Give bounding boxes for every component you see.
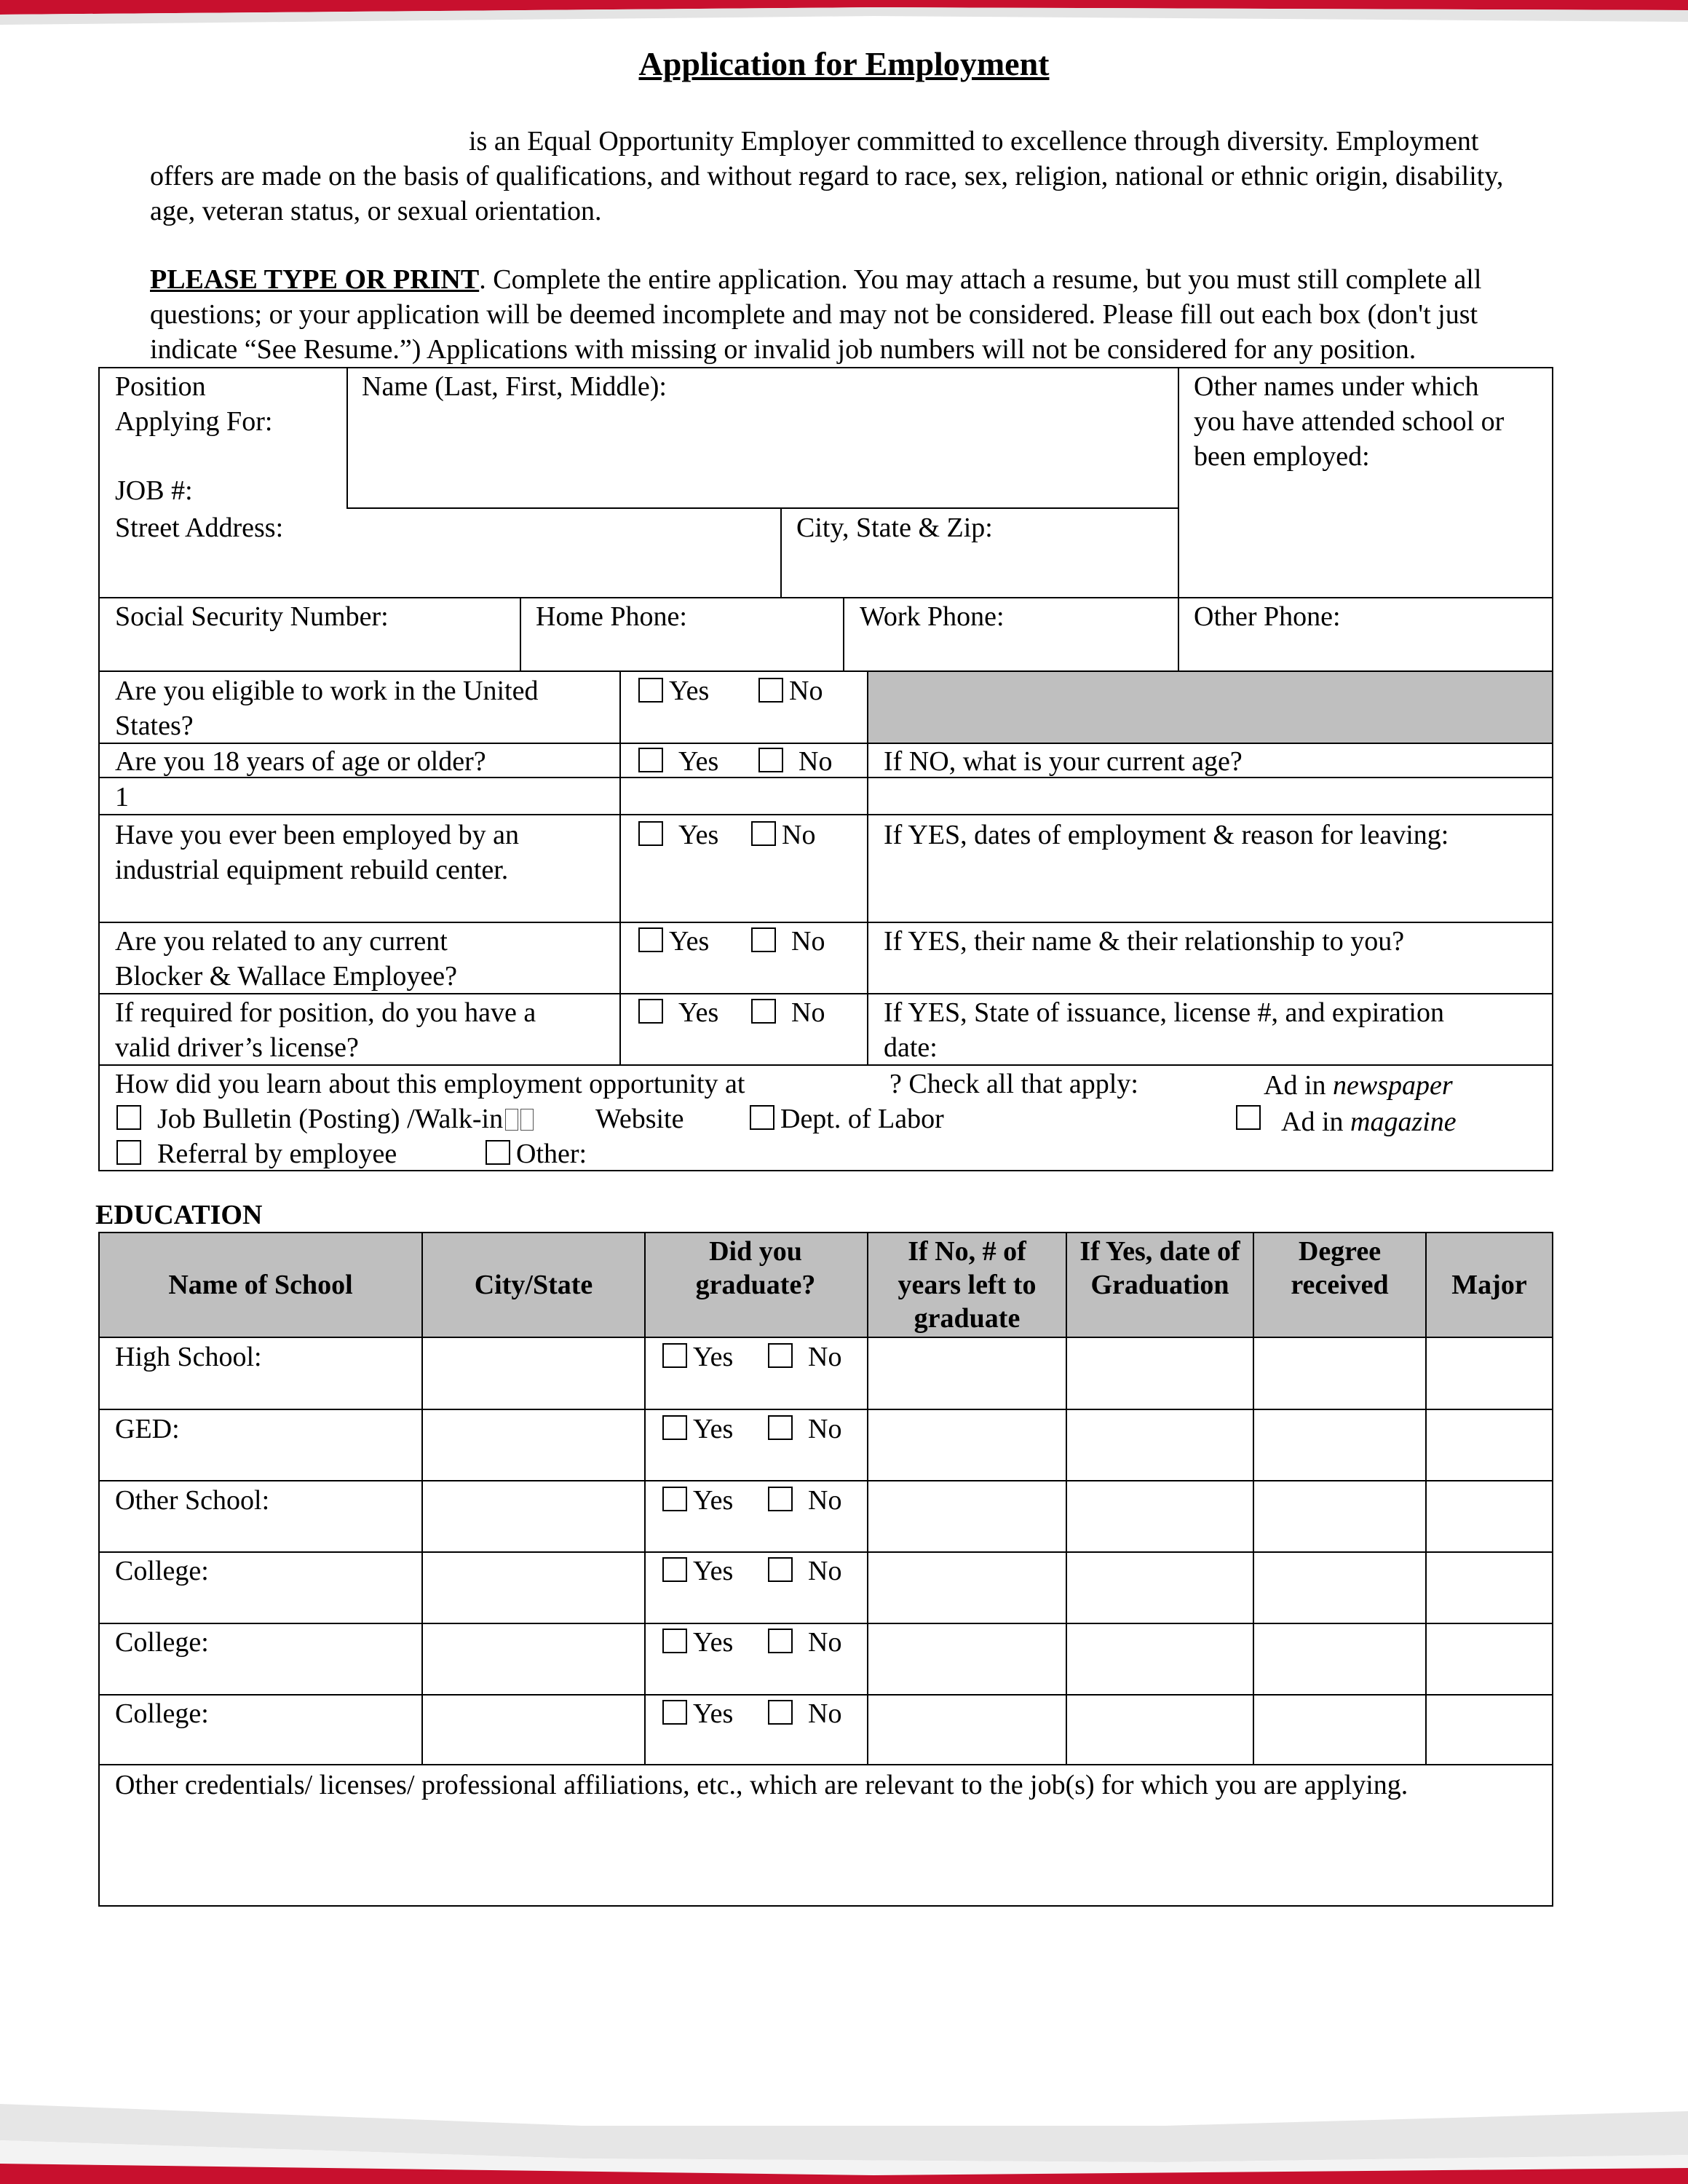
- eligible-yes-checkbox[interactable]: [638, 678, 663, 703]
- source-question: How did you learn about this employment opportunity at: [115, 1069, 745, 1099]
- employed-yes-label: Yes: [678, 820, 719, 850]
- eligible-question-line2: States?: [115, 711, 194, 741]
- edu-no-label: No: [808, 1698, 842, 1729]
- glyph-box-icon: [505, 1109, 518, 1131]
- referral-label: Referral by employee: [157, 1139, 397, 1169]
- ad-magazine-label: Ad in magazine: [1281, 1107, 1457, 1137]
- edu-college-2-yes-checkbox[interactable]: [662, 1629, 687, 1653]
- related-question-line2: Blocker & Wallace Employee?: [115, 961, 457, 992]
- job-bulletin-checkbox[interactable]: [116, 1105, 141, 1130]
- license-question-line2: valid driver’s license?: [115, 1032, 359, 1063]
- edu-no-label: No: [808, 1414, 842, 1444]
- work-phone-label: Work Phone:: [860, 601, 1005, 632]
- edu-yes-label: Yes: [693, 1556, 734, 1586]
- edu-college-2-no-checkbox[interactable]: [768, 1629, 793, 1653]
- license-followup-line1: If YES, State of issuance, license #, and expiration: [884, 997, 1444, 1028]
- edu-row-label-high-school: High School:: [115, 1342, 262, 1372]
- edu-row-label-ged: GED:: [115, 1414, 180, 1444]
- edu-ged-yes-checkbox[interactable]: [662, 1415, 687, 1440]
- related-followup-label: If YES, their name & their relationship to you?: [884, 926, 1405, 957]
- other-names-label-line2: you have attended school or: [1194, 406, 1505, 437]
- name-label: Name (Last, First, Middle):: [362, 371, 667, 402]
- edu-yes-label: Yes: [693, 1627, 734, 1658]
- edu-yes-label: Yes: [693, 1414, 734, 1444]
- related-yes-checkbox[interactable]: [638, 927, 663, 952]
- col-header-city-state: City/State: [474, 1270, 593, 1300]
- license-followup-line2: date:: [884, 1032, 938, 1063]
- eligible-yes-label: Yes: [669, 676, 710, 706]
- edu-yes-label: Yes: [693, 1342, 734, 1372]
- age18-question: Are you 18 years of age or older?: [115, 746, 486, 777]
- shaded-cell: [868, 672, 1552, 743]
- row-number: 1: [115, 782, 129, 812]
- age-followup-label: If NO, what is your current age?: [884, 746, 1243, 777]
- related-question-line1: Are you related to any current: [115, 926, 448, 957]
- edu-no-label: No: [808, 1485, 842, 1516]
- eeo-statement-line3: age, veteran status, or sexual orientation.: [150, 196, 602, 226]
- source-question-suffix: ? Check all that apply:: [889, 1069, 1138, 1099]
- top-accent-band: [0, 0, 1688, 29]
- job-bulletin-label: Job Bulletin (Posting) /Walk-in: [157, 1101, 534, 1136]
- home-phone-label: Home Phone:: [536, 601, 687, 632]
- edu-college-3-no-checkbox[interactable]: [768, 1700, 793, 1725]
- eeo-statement-line1: is an Equal Opportunity Employer committed to excellence through diversity. Employment: [469, 126, 1479, 157]
- col-header-graduated: Did you graduate?: [695, 1236, 816, 1300]
- eligible-no-label: No: [789, 676, 823, 706]
- city-state-zip-label: City, State & Zip:: [796, 513, 993, 543]
- edu-row-label-college-2: College:: [115, 1627, 209, 1658]
- col-header-school-name: Name of School: [168, 1270, 353, 1300]
- license-question-line1: If required for position, do you have a: [115, 997, 536, 1028]
- instructions-line1-text: . Complete the entire application. You may attach a resume, but you must still complete all: [479, 264, 1482, 295]
- edu-high-school-no-checkbox[interactable]: [768, 1343, 793, 1368]
- instructions-line3: indicate “See Resume.”) Applications with missing or invalid job numbers will not be considered for any position.: [150, 334, 1416, 365]
- employed-no-checkbox[interactable]: [751, 821, 776, 846]
- other-source-checkbox[interactable]: [486, 1140, 510, 1165]
- credentials-label: Other credentials/ licenses/ professional affiliations, etc., which are relevant to the job(s) for which you are applying.: [115, 1770, 1408, 1800]
- instructions-line1: [150, 262, 1481, 297]
- license-yes-label: Yes: [678, 997, 719, 1028]
- related-yes-label: Yes: [669, 926, 710, 957]
- education-heading: EDUCATION: [95, 1200, 263, 1230]
- col-header-years-left: If No, # of years left to graduate: [898, 1236, 1037, 1334]
- eligible-question-line1: Are you eligible to work in the United: [115, 676, 539, 706]
- eligible-no-checkbox[interactable]: [758, 678, 783, 703]
- edu-other-school-no-checkbox[interactable]: [768, 1487, 793, 1511]
- other-names-label-line1: Other names under which: [1194, 371, 1479, 402]
- employed-no-label: No: [782, 820, 816, 850]
- edu-yes-label: Yes: [693, 1485, 734, 1516]
- age18-yes-label: Yes: [678, 746, 719, 777]
- license-no-checkbox[interactable]: [751, 999, 776, 1024]
- employed-followup-label: If YES, dates of employment & reason for leaving:: [884, 820, 1449, 850]
- website-label: Website: [595, 1104, 684, 1134]
- edu-ged-no-checkbox[interactable]: [768, 1415, 793, 1440]
- referral-checkbox[interactable]: [116, 1140, 141, 1165]
- ad-newspaper-label: Ad in newspaper: [1264, 1070, 1453, 1101]
- position-label-line2: Applying For:: [115, 406, 273, 437]
- ad-magazine-checkbox[interactable]: [1236, 1105, 1261, 1130]
- dept-labor-checkbox[interactable]: [750, 1105, 774, 1130]
- edu-row-label-other-school: Other School:: [115, 1485, 270, 1516]
- license-yes-checkbox[interactable]: [638, 999, 663, 1024]
- other-source-label: Other:: [516, 1139, 587, 1169]
- edu-yes-label: Yes: [693, 1698, 734, 1729]
- related-no-checkbox[interactable]: [751, 927, 776, 952]
- ssn-label: Social Security Number:: [115, 601, 389, 632]
- edu-high-school-yes-checkbox[interactable]: [662, 1343, 687, 1368]
- edu-college-1-yes-checkbox[interactable]: [662, 1557, 687, 1582]
- edu-no-label: No: [808, 1627, 842, 1658]
- related-no-label: No: [791, 926, 825, 957]
- employed-question-line2: industrial equipment rebuild center.: [115, 855, 509, 885]
- col-header-major: Major: [1451, 1270, 1527, 1300]
- street-address-label: Street Address:: [115, 513, 284, 543]
- age18-no-label: No: [799, 746, 833, 777]
- edu-college-1-no-checkbox[interactable]: [768, 1557, 793, 1582]
- license-no-label: No: [791, 997, 825, 1028]
- instructions-line2: questions; or your application will be deemed incomplete and may not be considered. Please fill out each box (don't just: [150, 299, 1478, 330]
- position-label: Position: [115, 371, 206, 402]
- job-number-label: JOB #:: [115, 475, 193, 506]
- employed-question-line1: Have you ever been employed by an: [115, 820, 520, 850]
- edu-college-3-yes-checkbox[interactable]: [662, 1700, 687, 1725]
- edu-no-label: No: [808, 1342, 842, 1372]
- col-header-grad-date: If Yes, date of Graduation: [1079, 1236, 1240, 1300]
- bottom-accent-band: [0, 2082, 1688, 2184]
- page-title: Application for Employment: [638, 45, 1050, 82]
- age18-yes-checkbox[interactable]: [638, 748, 663, 772]
- eeo-statement-line2: offers are made on the basis of qualifications, and without regard to race, sex, religion, national or ethnic origin, disability,: [150, 161, 1504, 191]
- col-header-degree: Degree received: [1291, 1236, 1389, 1300]
- edu-other-school-yes-checkbox[interactable]: [662, 1487, 687, 1511]
- age18-no-checkbox[interactable]: [758, 748, 783, 772]
- dept-labor-label: Dept. of Labor: [780, 1104, 944, 1134]
- edu-row-label-college-1: College:: [115, 1556, 209, 1586]
- employed-yes-checkbox[interactable]: [638, 821, 663, 846]
- instructions-emphasis: PLEASE TYPE OR PRINT: [150, 264, 480, 295]
- other-names-label-line3: been employed:: [1194, 441, 1370, 472]
- edu-row-label-college-3: College:: [115, 1698, 209, 1729]
- other-phone-label: Other Phone:: [1194, 601, 1341, 632]
- edu-no-label: No: [808, 1556, 842, 1586]
- glyph-box-icon: [520, 1109, 534, 1131]
